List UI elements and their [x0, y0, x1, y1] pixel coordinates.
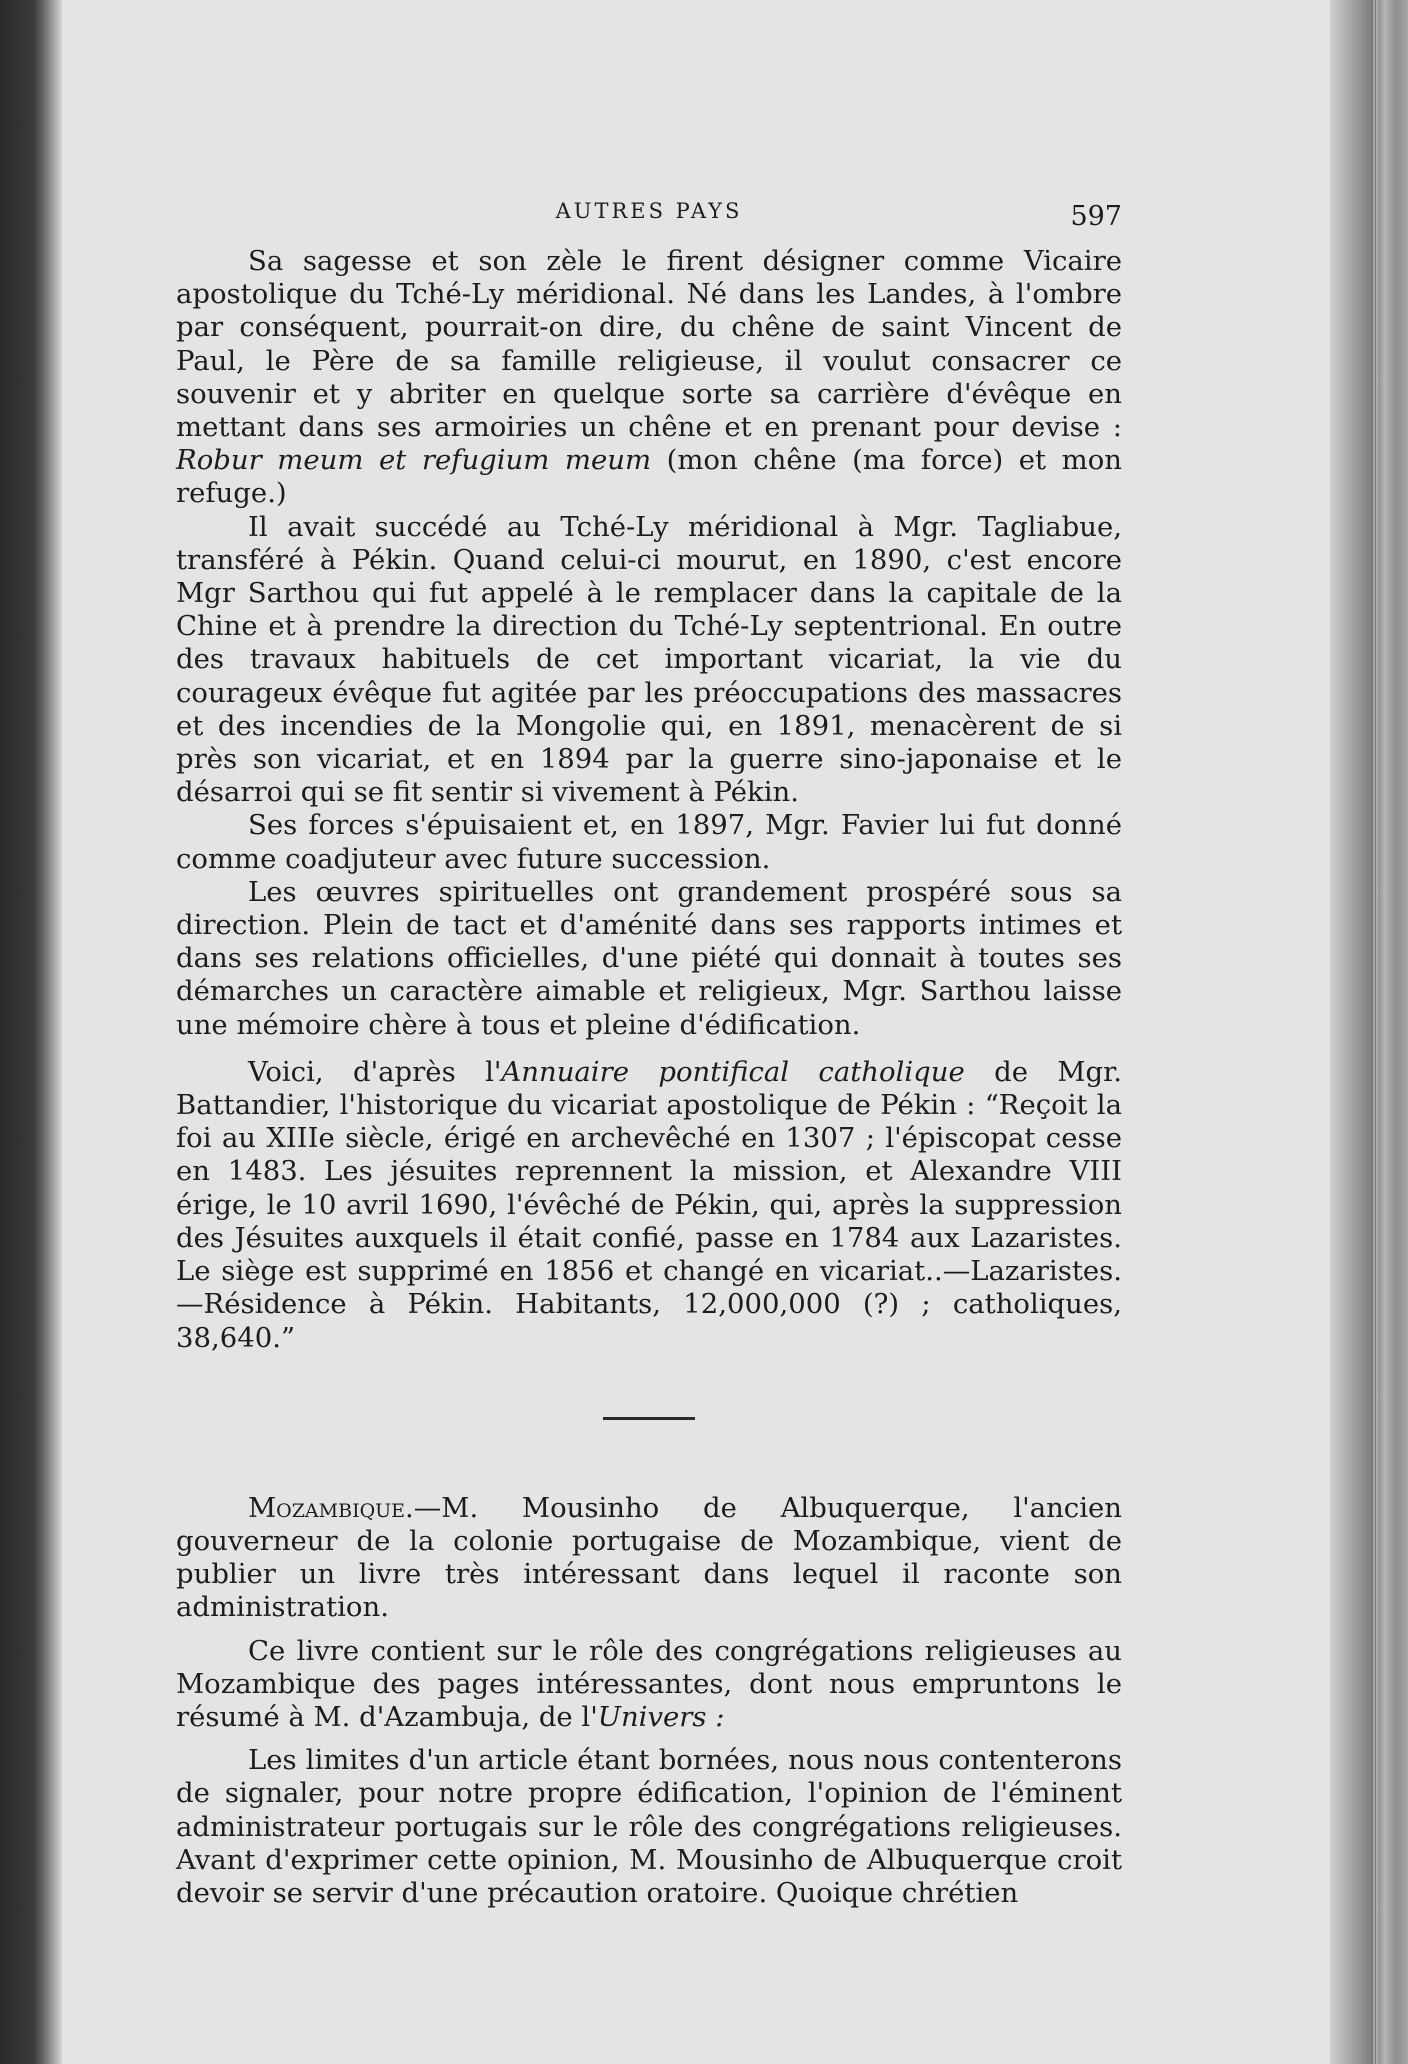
- running-head-title: AUTRES PAYS: [555, 199, 743, 223]
- paragraph-text: —M. Mousinho de Albuquerque, l'ancien gouverneur de la colonie portugaise de Mozambique, vient de publier un livre très intéressant dans lequel il raconte son administration.: [176, 1491, 1122, 1624]
- title-italic: Annuaire pontifical catholique: [501, 1055, 965, 1088]
- page-edge-lines: [1372, 0, 1378, 2064]
- scan-right-edge: [1330, 0, 1408, 2064]
- paragraph: [176, 245, 1122, 511]
- paragraph: [176, 1492, 1122, 1625]
- body-text: [176, 245, 1122, 1910]
- paragraph: Ses forces s'épuisaient et, en 1897, Mgr. Favier lui fut donné comme coadjuteur avec future succession.: [176, 809, 1122, 875]
- paragraph: [176, 1635, 1122, 1735]
- paragraph: Les œuvres spirituelles ont grandement prospéré sous sa direction. Plein de tact et d'aménité dans ses rapports intimes et dans ses relations officielles, d'une piété qui donnait à toutes ses démarches un caractère aimable et religieux, Mgr. Sarthou laisse une mémoire chère à tous et pleine d'édification.: [176, 875, 1122, 1041]
- section-divider: [603, 1417, 695, 1420]
- running-head: [176, 195, 1122, 245]
- title-italic: Univers :: [597, 1700, 725, 1733]
- paragraph: Il avait succédé au Tché-Ly méridional à Mgr. Tagliabue, transféré à Pékin. Quand celui-ci mourut, en 1890, c'est encore Mgr Sarthou qui fut appelé à le remplacer dans la capitale de la Chine et à prendre la direction du Tché-Ly septentrional. En outre des travaux habituels de cet important vicariat, la vie du courageux évêque fut agitée par les préoccupations des massacres et des incendies de la Mongolie qui, en 1891, menacèrent de si près son vicariat, et en 1894 par la guerre sino-japonaise et le désarroi qui se fit sentir si vivement à Pékin.: [176, 510, 1122, 809]
- paragraph: [176, 1056, 1122, 1355]
- paragraph-text: de Mgr. Battandier, l'historique du vicariat apostolique de Pékin : “Reçoit la foi au XIIIe siècle, érigé en archevêché en 1307 ; l'épiscopat cesse en 1483. Les jésuites reprennent la mission, et Alexandre VIII érige, le 10 avril 1690, l'évêché de Pékin, qui, après la suppression des Jésuites auxquels il était confié, passe en 1784 aux Lazaristes. Le siège est supprimé en 1856 et changé en vicariat..—Lazaristes.—Résidence à Pékin. Habitants, 12,000,000 (?) ; catholiques, 38,640.”: [176, 1055, 1122, 1354]
- paragraph-text: Ce livre contient sur le rôle des congrégations religieuses au Mozambique des pages intéressantes, dont nous empruntons le résumé à M. d'Azambuja, de l': [176, 1634, 1122, 1733]
- motto-italic: Robur meum et refugium meum: [176, 444, 652, 477]
- paragraph: Les limites d'un article étant bornées, nous nous contenterons de signaler, pour notre propre édification, l'opinion de l'éminent administrateur portugais sur le rôle des congrégations religieuses. Avant d'exprimer cette opinion, M. Mousinho de Albuquerque croit devoir se servir d'une précaution oratoire. Quoique chrétien: [176, 1744, 1122, 1909]
- section-heading: Mozambique.: [248, 1491, 414, 1524]
- paragraph-text: (mon chêne (ma force) et mon refuge.): [176, 444, 1122, 510]
- paragraph-text: Voici, d'après l': [248, 1055, 502, 1088]
- paragraph-text: Sa sagesse et son zèle le firent désigner comme Vicaire apostolique du Tché-Ly méridional. Né dans les Landes, à l'ombre par conséquent, pourrait-on dire, du chêne de saint Vincent de Paul, le Père de sa famille religieuse, il voulut consacrer ce souvenir et y abriter en quelque sorte sa carrière d'évêque en mettant dans ses armoiries un chêne et en prenant pour devise :: [176, 245, 1122, 444]
- page-number: 597: [1070, 201, 1122, 232]
- page: [176, 195, 1122, 1910]
- scan-left-edge: [0, 0, 62, 2064]
